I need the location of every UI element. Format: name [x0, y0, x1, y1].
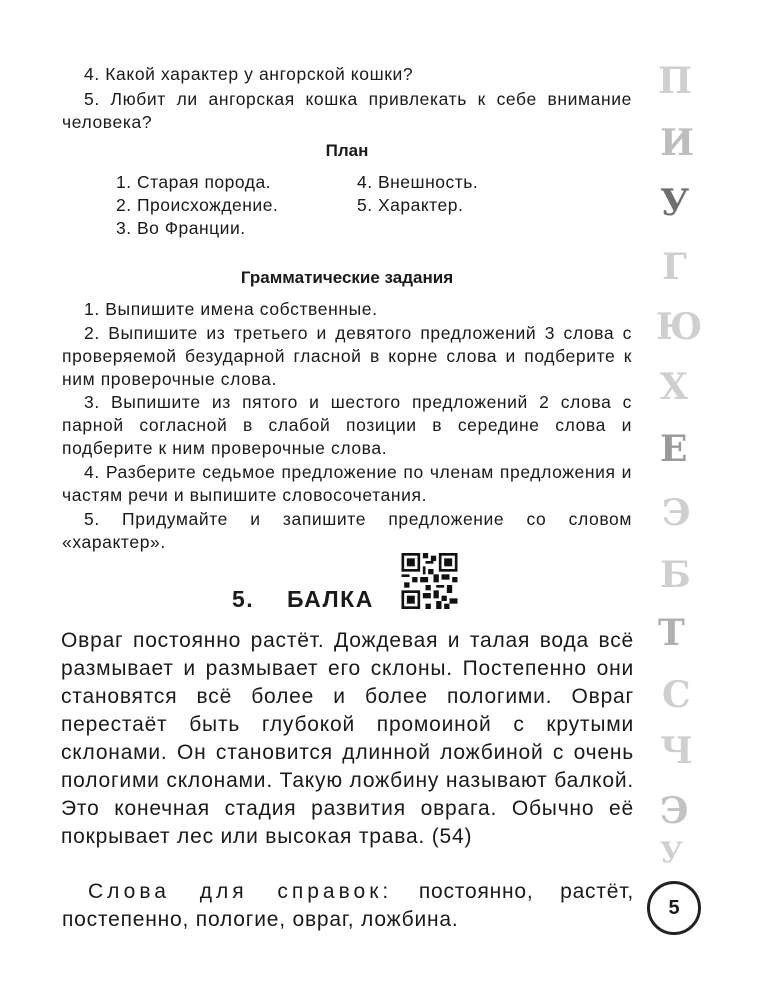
plan-item: 1. Старая порода. [116, 172, 272, 192]
rail-letter: У [660, 836, 683, 869]
story-paragraph: Овраг постоянно растёт. Дождевая и талая вода всё размывает и размывает его склоны. Постепенно они становятся всё более и более пологими. Овраг перестаёт быть глубокой промоиной с крутыми склонами. Он становится длинной ложбиной с очень пологими склонами. Такую ложбину называют балкой. Это конечная стадия развития оврага. Обычно её покрывает лес или высокая трава. (54) [61, 629, 634, 848]
rail-letter: Ч [660, 730, 693, 772]
qr-code-icon [400, 553, 459, 609]
grammar-task: 5. Придумайте и запишите предложение со словом «характер». [62, 509, 632, 552]
plan-item: 4. Внешность. [357, 172, 479, 192]
plan-item: 2. Происхождение. [116, 195, 279, 215]
rail-letter: Г [662, 246, 687, 288]
question-5: 5. Любит ли ангорская кошка привлекать к себе внимание человека? [62, 89, 632, 132]
rail-letter: Ю [656, 306, 703, 348]
rail-letter: П [658, 60, 692, 102]
refs-text: постоянно, растёт, постепенно, пологие, овраг, ложбина. [62, 880, 634, 931]
rail-letter: У [660, 182, 690, 224]
page-number: 5 [647, 881, 701, 935]
plan-heading: План [325, 141, 369, 160]
story-text [61, 627, 634, 851]
story-title: 5. БАЛКА [232, 586, 374, 612]
grammar-task: 1. Выпишите имена собственные. [84, 299, 378, 319]
reference-words [62, 878, 634, 934]
rail-letter: Б [660, 554, 691, 596]
plan-item: 5. Характер. [357, 195, 464, 215]
grammar-task: 2. Выпишите из третьего и девятого предложений 3 слова с проверяемой безударной гласной в корне слова и подберите к ним проверочные слова. [62, 323, 632, 389]
refs-label: Слова для справок: [88, 880, 393, 903]
grammar-task: 3. Выпишите из пятого и шестого предложений 2 слова с парной согласной в слабой позиции в середине слова и подберите к ним проверочные слова. [62, 392, 632, 458]
rail-letter: Э [662, 492, 691, 534]
rail-letter: Э [660, 790, 689, 832]
question-4: 4. Какой характер у ангорской кошки? [84, 64, 414, 84]
rail-letter: Т [658, 612, 685, 654]
rail-letter: С [662, 674, 691, 716]
grammar-heading: Грамматические задания [240, 268, 454, 287]
rail-letter: И [660, 122, 695, 164]
grammar-task: 4. Разберите седьмое предложение по членам предложения и частям речи и выпишите словосочетания. [62, 462, 632, 505]
rail-letter: Е [660, 428, 688, 470]
rail-letter: Х [660, 366, 688, 408]
plan-item: 3. Во Франции. [116, 218, 246, 238]
alphabet-rail [646, 60, 706, 880]
